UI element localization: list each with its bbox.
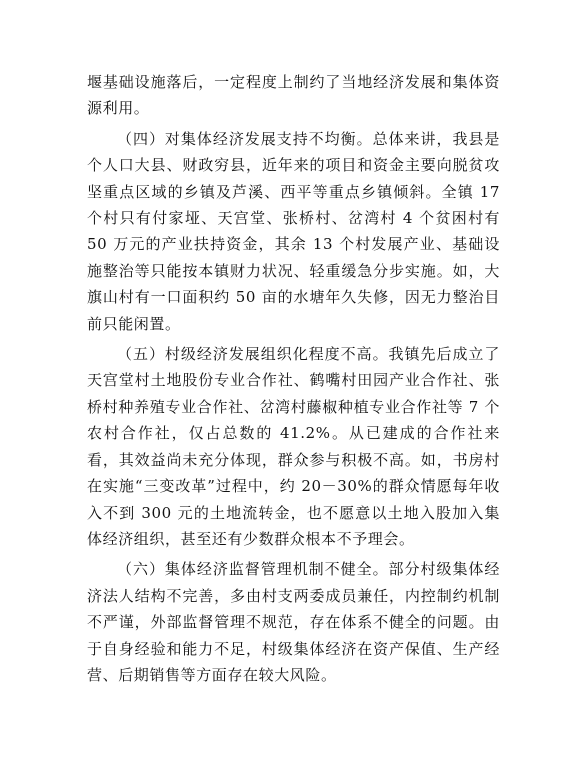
paragraph-section-5: （五）村级经济发展组织化程度不高。我镇先后成立了天宫堂村土地股份专业合作社、鹤嘴村田园产业合作社、张桥村种养殖专业合作社、岔湾村藤椒种植专业合作社等 7 个农村合作社，仅占总数的 41.2%。从已建成的合作社来看，其效益尚未充分体现，群众参与积极不高。如，书房村在实施“三变改革”过程中，约 20－30%的群众情愿每年收入不到 300 元的土地流转金，也不愿意以土地入股加入集体经济组织，甚至还有少数群众根本不予理会。 bbox=[87, 345, 500, 548]
paragraph-section-4: （四）对集体经济发展支持不均衡。总体来讲，我县是个人口大县、财政穷县，近年来的项目和资金主要向脱贫攻坚重点区域的乡镇及芦溪、西平等重点乡镇倾斜。全镇 17 个村只有付家垭、天宫堂、张桥村、岔湾村 4 个贫困村有 50 万元的产业扶持资金，其余 13 个村发展产业、基础设施整治等只能按本镇财力状况、轻重缓急分步实施。如，大旗山村有一口面积约 50 亩的水塘年久失修，因无力整治目前只能闲置。 bbox=[87, 129, 500, 333]
paragraph-section-6: （六）集体经济监督管理机制不健全。部分村级集体经济法人结构不完善，多由村支两委成员兼任，内控制约机制不严谨，外部监督管理不规范，存在体系不健全的问题。由于自身经验和能力不足，村级集体经济在资产保值、生产经营、后期销售等方面存在较大风险。 bbox=[87, 560, 500, 684]
document-body bbox=[87, 69, 500, 692]
paragraph-continuation: 堰基础设施落后，一定程度上制约了当地经济发展和集体资源利用。 bbox=[87, 73, 500, 118]
